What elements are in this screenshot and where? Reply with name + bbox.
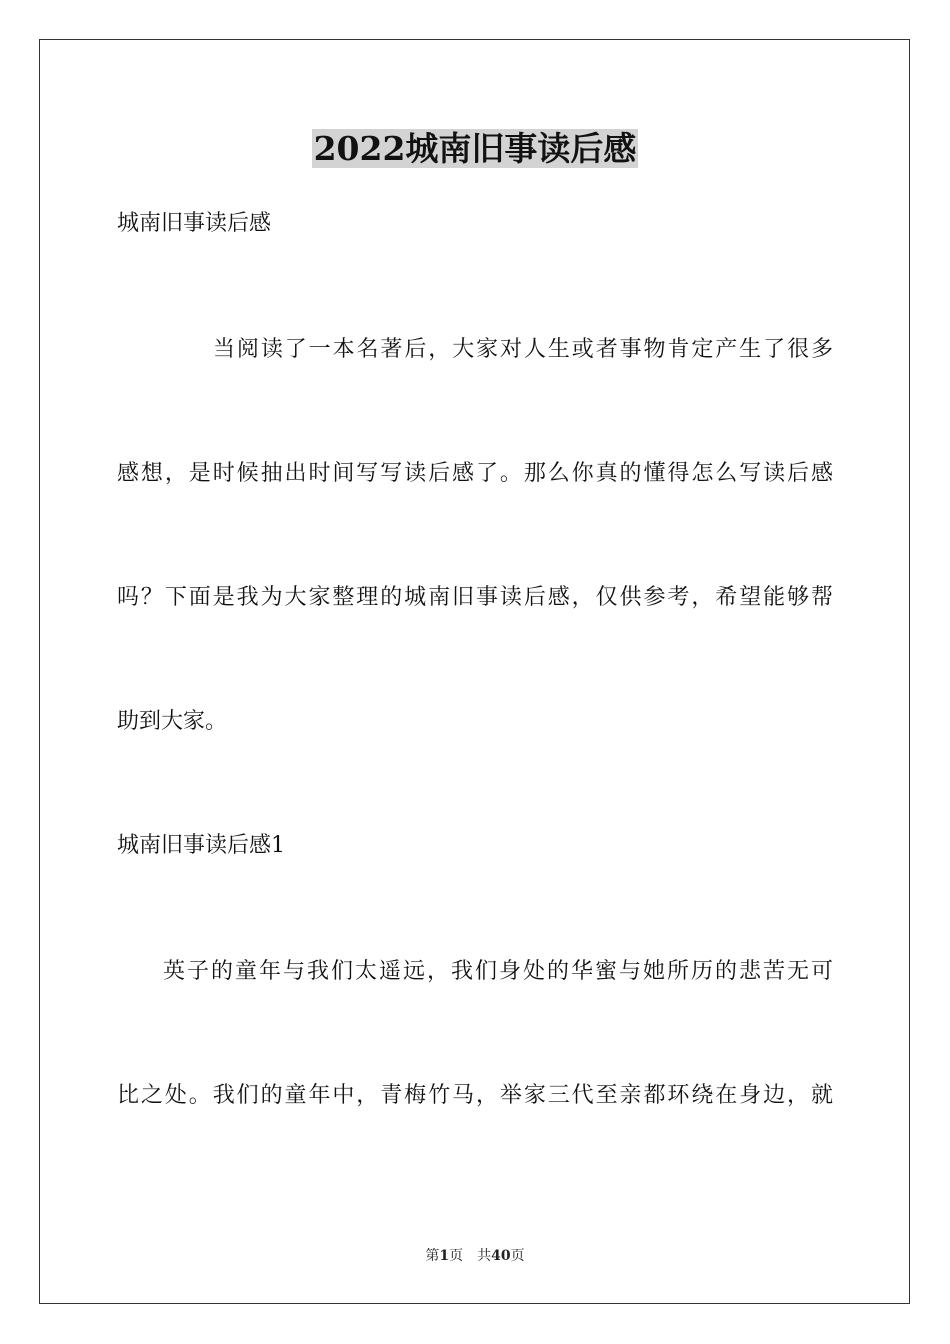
footer-total-prefix: 共 — [477, 1248, 492, 1264]
body-line-1: 英子的童年与我们太遥远，我们身处的华蜜与她所历的悲苦无可 — [163, 959, 833, 984]
footer-page-number: 1 — [439, 1248, 450, 1264]
intro-line-3: 吗？下面是我为大家整理的城南旧事读后感，仅供参考，希望能够帮 — [117, 585, 833, 610]
intro-line-1: 当阅读了一本名著后，大家对人生或者事物肯定产生了很多 — [213, 337, 833, 362]
document-title — [0, 124, 950, 174]
page-footer — [0, 1246, 950, 1266]
document-subtitle: 城南旧事读后感 — [117, 211, 272, 236]
intro-line-2: 感想，是时候抽出时间写写读后感了。那么你真的懂得怎么写读后感 — [117, 461, 833, 486]
document-title-text: 2022城南旧事读后感 — [313, 129, 637, 168]
footer-page-suffix: 页 — [449, 1248, 464, 1264]
footer-total-pages: 40 — [491, 1248, 511, 1264]
intro-line-4: 助到大家。 — [117, 709, 228, 734]
body-line-2: 比之处。我们的童年中，青梅竹马，举家三代至亲都环绕在身边，就 — [117, 1083, 833, 1108]
footer-page-prefix: 第 — [425, 1248, 440, 1264]
section-heading: 城南旧事读后感1 — [117, 833, 285, 858]
footer-total-suffix: 页 — [510, 1248, 525, 1264]
